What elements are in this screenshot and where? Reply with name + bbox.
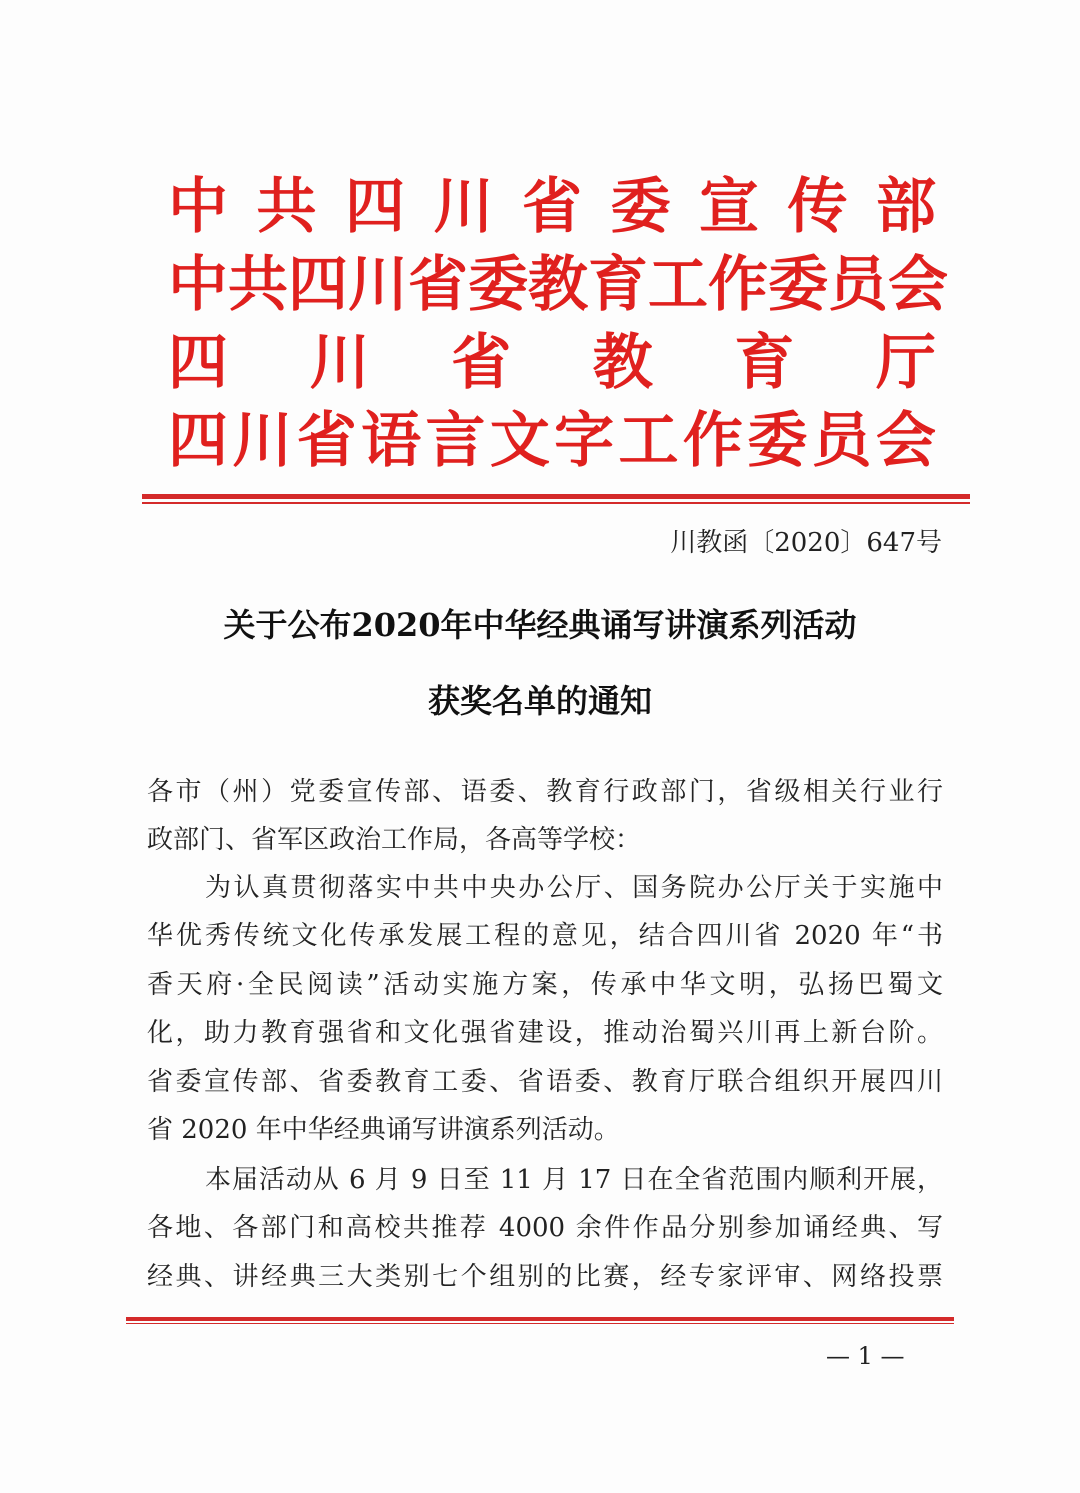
footer-rule-thick xyxy=(126,1317,954,1321)
body-line: 为认真贯彻落实中共中央办公厅、国务院办公厅关于实施中 xyxy=(205,873,943,903)
body-line: 各市（州）党委宣传部、语委、教育行政部门，省级相关行业行 xyxy=(147,777,943,807)
page-number: — 1 — xyxy=(826,1342,905,1370)
org-name-propaganda-dept: 中共四川省委宣传部 xyxy=(168,172,936,242)
footer-rule-thin xyxy=(126,1323,954,1324)
body-line: 化，助力教育强省和文化强省建设，推动治蜀兴川再上新台阶。 xyxy=(147,1018,943,1048)
body-line: 华优秀传统文化传承发展工程的意见，结合四川省 2020 年“书 xyxy=(147,921,943,951)
body-line: 本届活动从 6 月 9 日至 11 月 17 日在全省范围内顺利开展， xyxy=(205,1165,943,1195)
org-name-education-work-committee: 中共四川省委教育工作委员会 xyxy=(168,250,948,320)
body-line: 经典、讲经典三大类别七个组别的比赛，经专家评审、网络投票 xyxy=(147,1262,943,1292)
org-name-language-committee: 四川省语言文字工作委员会 xyxy=(168,406,936,476)
body-line: 政部门、省军区政治工作局，各高等学校： xyxy=(147,825,642,855)
body-line: 香天府·全民阅读”活动实施方案，传承中华文明，弘扬巴蜀文 xyxy=(147,970,943,1000)
body-line: 各地、各部门和高校共推荐 4000 余件作品分别参加诵经典、写 xyxy=(147,1213,943,1243)
body-line: 省 2020 年中华经典诵写讲演系列活动。 xyxy=(147,1115,620,1145)
header-rule-thin xyxy=(142,502,970,504)
document-number: 川教函〔2020〕647号 xyxy=(670,528,942,558)
org-name-education-dept: 四川省教育厅 xyxy=(168,328,936,398)
body-line: 省委宣传部、省委教育工委、省语委、教育厅联合组织开展四川 xyxy=(147,1067,943,1097)
document-title-line2: 获奖名单的通知 xyxy=(427,682,652,720)
document-title-line1: 关于公布2020年中华经典诵写讲演系列活动 xyxy=(223,606,857,644)
header-rule-thick xyxy=(142,494,970,499)
